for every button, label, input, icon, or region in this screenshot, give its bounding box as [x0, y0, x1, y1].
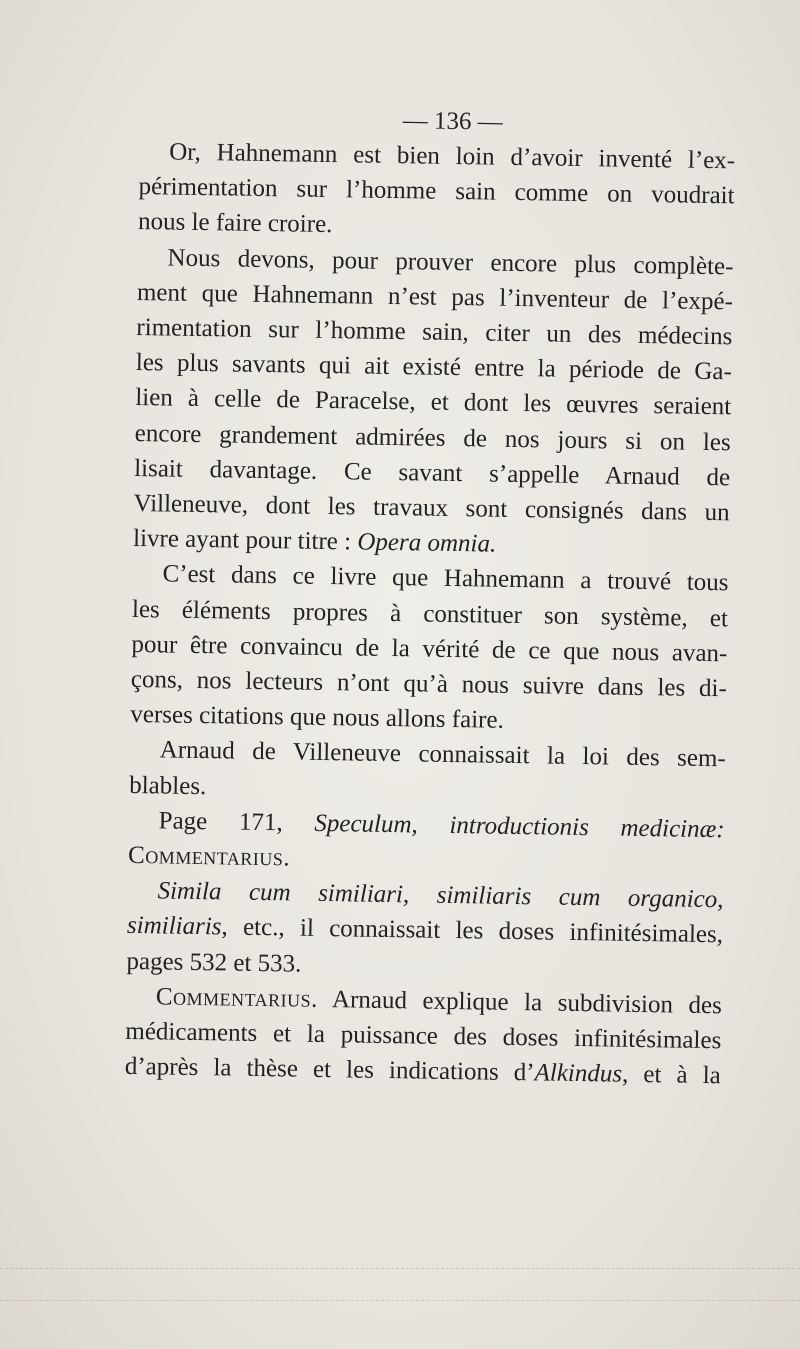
text-line: Nous devons, pour prouver encore plus complète-	[167, 244, 734, 280]
text-line: ment que Hahnemann n’est pas l’inventeur de l’expé-	[136, 278, 734, 316]
text-line: livre ayant pour titre : Opera omnia.	[132, 525, 497, 558]
text-line: Simila cum similiari, similiaris cum organico,	[157, 877, 724, 914]
text-line: Villeneuve, dont les travaux sont consignés dans un	[133, 489, 730, 527]
text-line: rimentation sur l’homme sain, citer un des médecins	[136, 313, 733, 351]
text-line: çons, nos lecteurs n’ont qu’à nous suivre dans les di-	[130, 665, 728, 703]
text-line: les plus savants qui ait existé entre la période de Ga-	[135, 349, 733, 386]
body-paragraphs	[129, 134, 735, 812]
text-line: lisait davantage. Ce savant s’appelle Arnaud de	[134, 454, 731, 492]
page-number: — 136 —	[402, 107, 503, 136]
text-line: Page 171, Speculum, introductionis medicinæ:	[158, 807, 725, 844]
text-line: C’est dans ce livre que Hahnemann a trouvé tous	[162, 560, 729, 597]
text-line: périmentation sur l’homme sain comme on voudrait	[138, 173, 735, 210]
text-line: verses citations que nous allons faire.	[130, 701, 505, 735]
text-line: pour être convaincu de la vérité de ce que nous avan-	[131, 630, 728, 668]
text-line: Commentarius. Arnaud explique la subdivision des	[155, 983, 723, 1020]
page-text	[125, 100, 736, 1094]
text-line: encore grandement admirées de nos jours si on les	[134, 419, 731, 456]
text-line: blables.	[129, 771, 207, 800]
text-line: pages 532 et 533.	[126, 947, 302, 978]
text-line: Commentarius.	[127, 841, 291, 872]
text-line: d’après la thèse et les indications d’Alkindus, et à la	[124, 1053, 721, 1090]
page-fold-line	[0, 1268, 800, 1309]
text-line: les éléments propres à constituer son système, et	[131, 595, 729, 632]
text-line: similiaris, etc., il connaissait les doses infinitésimales,	[126, 912, 724, 949]
text-line: Or, Hahnemann est bien loin d’avoir inventé l’ex-	[168, 138, 736, 175]
text-line: Arnaud de Villeneuve connaissait la loi des sem-	[159, 736, 726, 773]
text-line: médicaments et la puissance des doses infinitésimales	[125, 1017, 722, 1055]
text-line: nous le faire croire.	[137, 208, 333, 239]
page-fold-line	[0, 1300, 800, 1302]
text-line: lien à celle de Paracelse, et dont les œuvres seraient	[135, 384, 732, 421]
